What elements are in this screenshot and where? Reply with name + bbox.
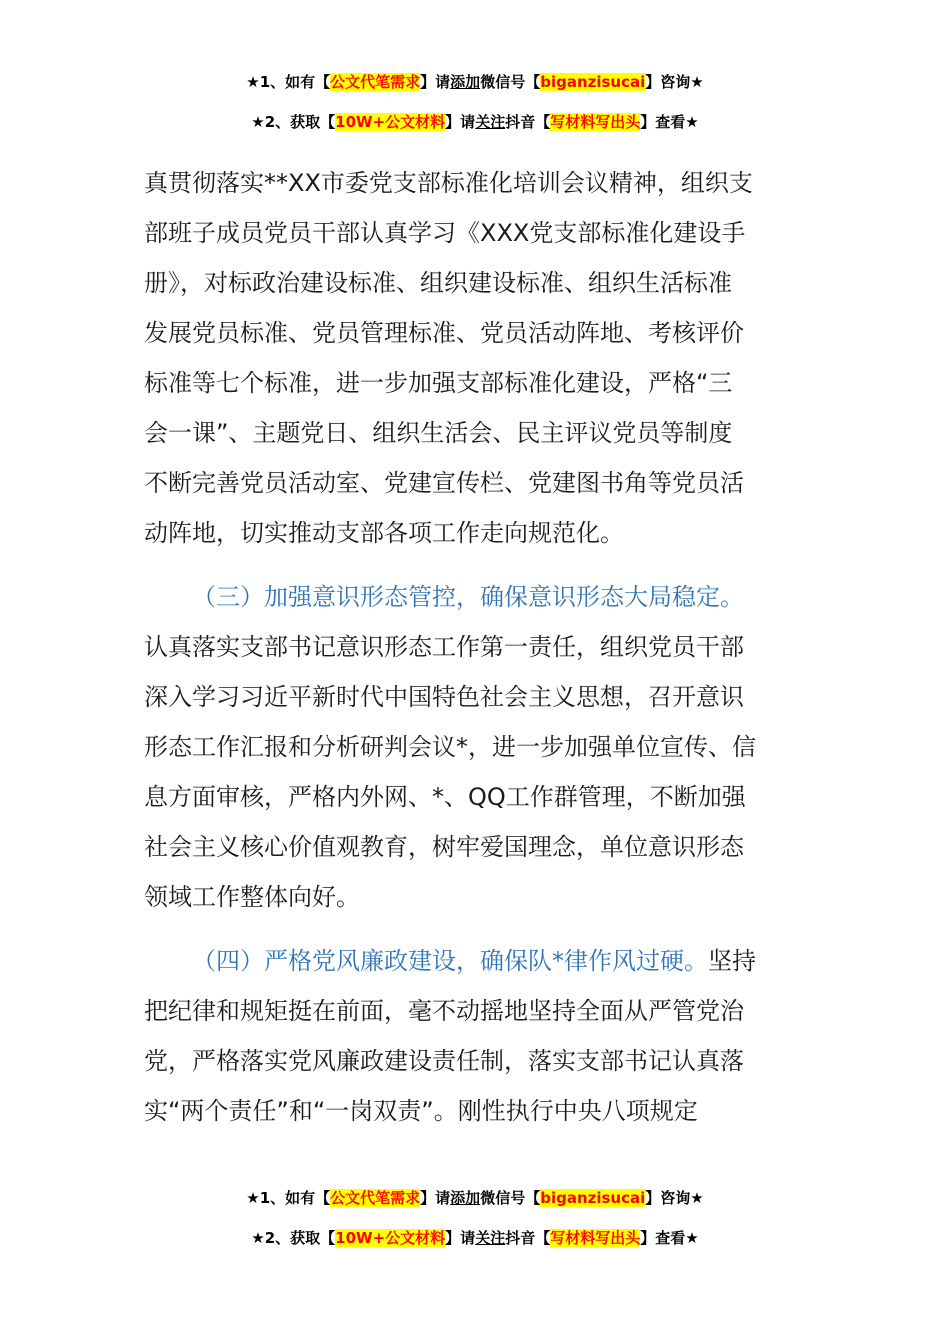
paragraph-text: 坚持 — [708, 947, 756, 975]
section-heading-text: （四）严格党风廉政建设，确保队*律作风过硬。 — [192, 947, 708, 975]
paragraph-line: 册》，对标政治建设标准、组织建设标准、组织生活标准 — [144, 269, 732, 297]
section-heading-3: （三）加强意识形态管控，确保意识形态大局稳定。 — [192, 583, 744, 611]
star-icon: ★ — [690, 1189, 704, 1207]
star-icon: ★ — [251, 1229, 265, 1247]
paragraph-line: 认真落实支部书记意识形态工作第一责任，组织党员干部 — [144, 633, 744, 661]
star-icon: ★ — [690, 73, 704, 91]
paragraph-line: 部班子成员党员干部认真学习《XXX党支部标准化建设手 — [144, 219, 746, 247]
header-line-2: ★2、获取【10W+公文材料】请关注抖音【写材料写出头】查看★ — [251, 113, 699, 131]
footer-line-2: ★2、获取【10W+公文材料】请关注抖音【写材料写出头】查看★ — [251, 1229, 699, 1247]
paragraph-line: 实“两个责任”和“一岗双责”。刚性执行中央八项规定 — [144, 1097, 698, 1125]
paragraph-line: 发展党员标准、党员管理标准、党员活动阵地、考核评价 — [144, 319, 744, 347]
highlight-text: 10W+公文材料 — [335, 113, 446, 131]
star-icon: ★ — [685, 113, 699, 131]
star-icon: ★ — [251, 113, 265, 131]
paragraph-line: 社会主义核心价值观教育，树牢爱国理念，单位意识形态 — [144, 833, 744, 861]
highlight-text: 写材料写出头 — [550, 1229, 641, 1247]
paragraph-line: 形态工作汇报和分析研判会议*，进一步加强单位宣传、信 — [144, 733, 756, 761]
star-icon: ★ — [246, 1189, 260, 1207]
paragraph-line: 深入学习习近平新时代中国特色社会主义思想，召开意识 — [144, 683, 744, 711]
header-line-1: ★1、如有【公文代笔需求】请添加微信号【biganzisucai】咨询★ — [246, 73, 704, 91]
paragraph-line: 真贯彻落实**XX市委党支部标准化培训会议精神，组织支 — [144, 169, 753, 197]
highlight-text: 10W+公文材料 — [335, 1229, 446, 1247]
paragraph-line: 党，严格落实党风廉政建设责任制，落实支部书记认真落 — [144, 1047, 744, 1075]
paragraph-line: 把纪律和规矩挺在前面，毫不动摇地坚持全面从严管党治 — [144, 997, 744, 1025]
highlight-text: 公文代笔需求 — [330, 1189, 421, 1207]
section-heading-4 — [192, 946, 756, 976]
paragraph-line: 会一课”、主题党日、组织生活会、民主评议党员等制度 — [144, 419, 733, 447]
paragraph-line: 领域工作整体向好。 — [144, 883, 360, 911]
star-icon: ★ — [685, 1229, 699, 1247]
footer-line-1: ★1、如有【公文代笔需求】请添加微信号【biganzisucai】咨询★ — [246, 1189, 704, 1207]
paragraph-line: 不断完善党员活动室、党建宣传栏、党建图书角等党员活 — [144, 469, 744, 497]
highlight-text: biganzisucai — [540, 73, 646, 91]
highlight-text: biganzisucai — [540, 1189, 646, 1207]
paragraph-line: 动阵地，切实推动支部各项工作走向规范化。 — [144, 519, 624, 547]
highlight-text: 写材料写出头 — [550, 113, 641, 131]
highlight-text: 公文代笔需求 — [330, 73, 421, 91]
paragraph-line: 标准等七个标准，进一步加强支部标准化建设，严格“三 — [144, 369, 733, 397]
star-icon: ★ — [246, 73, 260, 91]
paragraph-line: 息方面审核，严格内外网、*、QQ工作群管理，不断加强 — [144, 783, 746, 811]
